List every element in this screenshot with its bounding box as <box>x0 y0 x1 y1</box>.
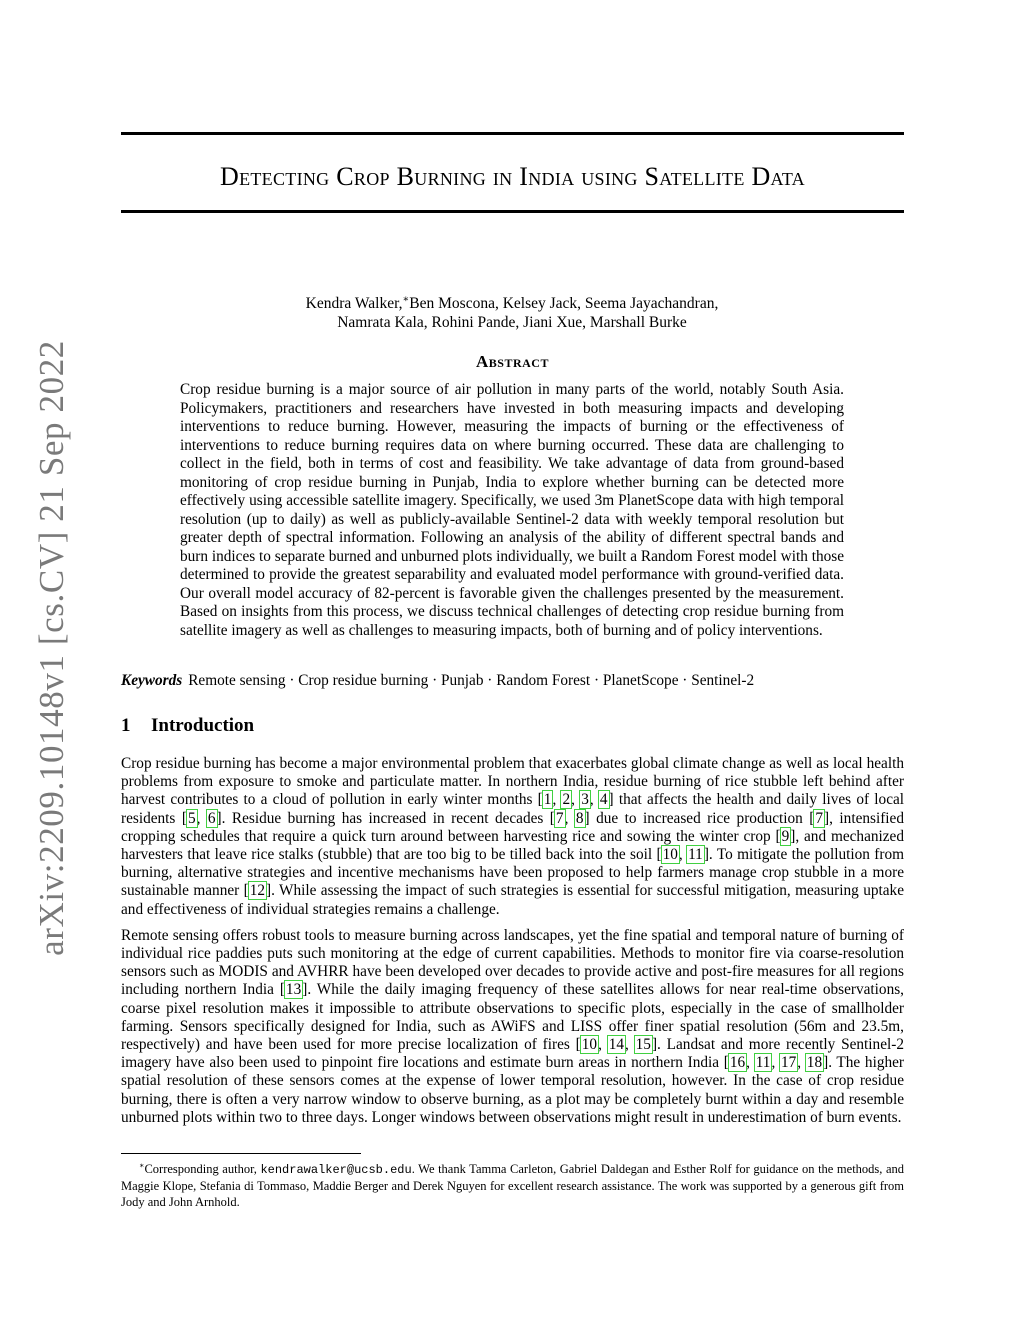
citation-link[interactable]: 10 <box>581 1036 598 1054</box>
p1-text: ]. To mitigate the pollution from burning, alternative strategies and incentive mechanisms have been proposed to help farmers manage crop stubble in a more sustainable manner [ <box>121 846 905 900</box>
keywords-label: Keywords <box>121 672 183 689</box>
footnote-mark: ∗ <box>139 1161 145 1170</box>
introduction-body <box>121 755 904 1135</box>
citation-link[interactable]: 2 <box>562 791 571 809</box>
p2-text: ]. Landsat and more recently Sentinel-2 imagery have also been used to pinpoint fire locations and estimate burn areas in northern India [ <box>121 1036 904 1072</box>
citation-link[interactable]: 11 <box>755 1054 771 1072</box>
citation-link[interactable]: 15 <box>635 1036 651 1054</box>
arxiv-identifier: arXiv:2209.10148v1 [cs.CV] 21 Sep 2022 <box>32 340 71 956</box>
author-line-1 <box>240 290 784 313</box>
paragraph-1: Crop residue burning has become a major environmental problem that exacerbates global climate change as well as local health problems from exposure to smoke and particulate matter. In northern India, residue burning of rice stubble left behind after harvest contributes to a cloud of pollution in early winter months [1, 2, 3, 4] that affects the health and daily lives of local residents [5, 6]. Residue burning has increased in recent decades [7, 8] due to increased rice production [7], intensified cropping schedules that require a quick turn around between harvesting rice and sowing the winter crop [9], and mechanized harvesters that leave rice stalks (stubble) that are too big to be tilled back into the soil [10, 11]. To mitigate the pollution from burning, alternative strategies and incentive mechanisms have been proposed to help farmers manage crop stubble in a more sustainable manner [12]. While assessing the impact of such strategies is essential for successful mitigation, measuring uptake and effectiveness of individual strategies remains a challenge. <box>121 755 905 918</box>
p1-text: ]. Residue burning has increased in recent decades [ <box>216 809 555 827</box>
paper-title: Detecting Crop Burning in India using Satellite Data <box>220 162 805 191</box>
citation-link[interactable]: 16 <box>729 1054 746 1072</box>
author-line-2: Namrata Kala, Rohini Pande, Jiani Xue, Marshall Burke <box>337 314 687 332</box>
author-list <box>240 290 784 332</box>
title-rule-top <box>121 132 904 135</box>
citation-link[interactable]: 14 <box>608 1036 624 1054</box>
abstract-body <box>180 381 844 640</box>
citation-link[interactable]: 18 <box>806 1054 823 1072</box>
section-title: Introduction <box>151 715 255 736</box>
p2-text: Remote sensing offers robust tools to measure burning across landscapes, yet the fine spatial and temporal nature of burning of individual rice paddies puts such monitoring at the edge of current capabilities. Methods to monitor fire via coarse-resolution sensors such as MODIS and AVHRR have been developed over decades to provide active and post-fire measures for all regions including northern India [ <box>121 926 904 999</box>
footnote-lead: Corresponding author, <box>144 1162 257 1177</box>
citation-link[interactable]: 7 <box>815 809 824 827</box>
citation-link[interactable]: 1 <box>543 791 552 809</box>
abstract-text: Crop residue burning is a major source of air pollution in many parts of the world, notably South Asia. Policymakers, practitioners and researchers have invested in both measuring impacts and developing interventions to reduce burning. However, measuring the impacts of burning or the effectiveness of interventions to reduce burning requires data on where burning occurred. These data are challenging to collect in the field, both in terms of cost and feasibility. We take advantage of data from ground-based monitoring of crop residue burning in Punjab, India to explore whether burning can be detected more effectively using accessible satellite imagery. Specifically, we used 3m PlanetScope data with high temporal resolution (up to daily) as well as publicly-available Sentinel-2 data with weekly temporal resolution but greater depth of spectral information. Following an analysis of the ability of different spectral bands and burn indices to separate burned and unburned plots individually, we built a Random Forest model with those determined to provide the greatest separability and evaluated model performance with ground-verified data. Our overall model accuracy of 82-percent is favorable given the challenges presented by the measurement. Based on insights from this process, we discuss technical challenges of detecting crop residue burning from satellite imagery as well as challenges to measuring impacts, both of burning and of policy interventions. <box>180 381 844 639</box>
citation-link[interactable]: 6 <box>207 809 216 827</box>
citation-link[interactable]: 12 <box>249 882 265 900</box>
p1-text: ], and mechanized harvesters that leave rice stalks (stubble) that are too big to be tilled back into the soil [ <box>121 827 904 864</box>
section-heading-introduction <box>121 714 904 738</box>
citation-link[interactable]: 3 <box>581 791 589 809</box>
citation-link[interactable]: 7 <box>555 809 564 827</box>
keywords-text: Remote sensing · Crop residue burning · Punjab · Random Forest · PlanetScope · Sentinel-2 <box>188 672 755 689</box>
footnote-rule <box>121 1153 361 1154</box>
footnote <box>121 1158 904 1210</box>
p1-text: Crop residue burning has become a major environmental problem that exacerbates global climate change as well as local health problems from exposure to smoke and particulate matter. In northern India, residue burning of rice stubble left behind after harvest contributes to a cloud of pollution in early winter months [ <box>121 755 904 809</box>
title-rule-bottom <box>121 210 904 213</box>
citation-link[interactable]: 13 <box>285 981 302 999</box>
p1-text: ] that affects the health and daily lives of local residents [ <box>121 791 905 827</box>
author-line-1-start: Kendra Walker, <box>305 295 403 313</box>
citation-link[interactable]: 4 <box>599 791 608 809</box>
keywords-line <box>121 671 904 690</box>
section-number: 1 <box>121 715 131 736</box>
footnote-rest: . We thank Tamma Carleton, Gabriel Daldegan and Esther Rolf for guidance on the methods, and Maggie Klope, Stefania di Tommaso, Maddie Berger and Derek Nguyen for excellent research assistance. The work was supported by a generous gift from Jody and John Arnhold. <box>121 1162 905 1210</box>
paragraph-2: Remote sensing offers robust tools to measure burning across landscapes, yet the fine spatial and temporal nature of burning of individual rice paddies puts such monitoring at the edge of current capabilities. Methods to monitor fire via coarse-resolution sensors such as MODIS and AVHRR have been developed over decades to provide active and post-fire measures for all regions including northern India [13]. While the daily imaging frequency of these satellites allows for near real-time observations, coarse pixel resolution makes it impossible to attribute observations to specific plots, especially in the case of smallholder farming. Sensors specifically designed for India, such as AWiFS and LISS offer finer spatial resolution (56m and 23.5m, respectively) and have been used for more precise localization of fires [10, 14, 15]. Landsat and more recently Sentinel-2 imagery have also been used to pinpoint fire locations and estimate burn areas in northern India [16, 11, 17, 18]. The higher spatial resolution of these sensors comes at the expense of lower temporal resolution, however. In the case of crop residue burning, there is often a very narrow window to observe burning, as a plot may be completely burnt within a day and resemble unburned plots within two to three days. Longer windows between observations might result in underestimation of burn events. <box>121 926 904 1126</box>
p2-text: ]. While the daily imaging frequency of these satellites allows for near real-time observations, coarse pixel resolution makes it impossible to attribute observations to specific plots, especially in the case of smallholder farming. Sensors specifically designed for India, such as AWiFS and LISS offer finer spatial resolution (56m and 23.5m, respectively) and have been used for more precise localization of fires [ <box>121 981 904 1054</box>
citation-link[interactable]: 9 <box>781 827 790 845</box>
p1-text: ]. While assessing the impact of such strategies is essential for successful mitigation, measuring uptake and effectiveness of individual strategies remains a challenge. <box>121 882 904 918</box>
citation-link[interactable]: 10 <box>662 846 678 864</box>
citation-link[interactable]: 17 <box>780 1054 797 1072</box>
abstract-heading: Abstract <box>476 352 549 371</box>
corresponding-email[interactable]: kendrawalker@ucsb.edu <box>260 1163 412 1178</box>
author-line-1-rest: Ben Moscona, Kelsey Jack, Seema Jayachandran, <box>409 295 719 313</box>
p2-text: ]. The higher spatial resolution of these sensors comes at the expense of lower temporal resolution, however. In the case of crop residue burning, there is often a very narrow window to observe burning, as a plot may be completely burnt within a day and resemble unburned plots within two to three days. Longer windows between observations might result in underestimation of burn events. <box>121 1054 904 1126</box>
p1-text: ], intensified cropping schedules that require a quick turn around between harvesting rice and sowing the winter crop [ <box>121 809 904 845</box>
citation-link[interactable]: 5 <box>187 809 196 827</box>
citation-link[interactable]: 8 <box>575 809 584 827</box>
citation-link[interactable]: 11 <box>688 846 703 864</box>
author-footnote-mark[interactable]: ∗ <box>402 294 410 305</box>
p1-text: ] due to increased rice production [ <box>584 809 815 827</box>
